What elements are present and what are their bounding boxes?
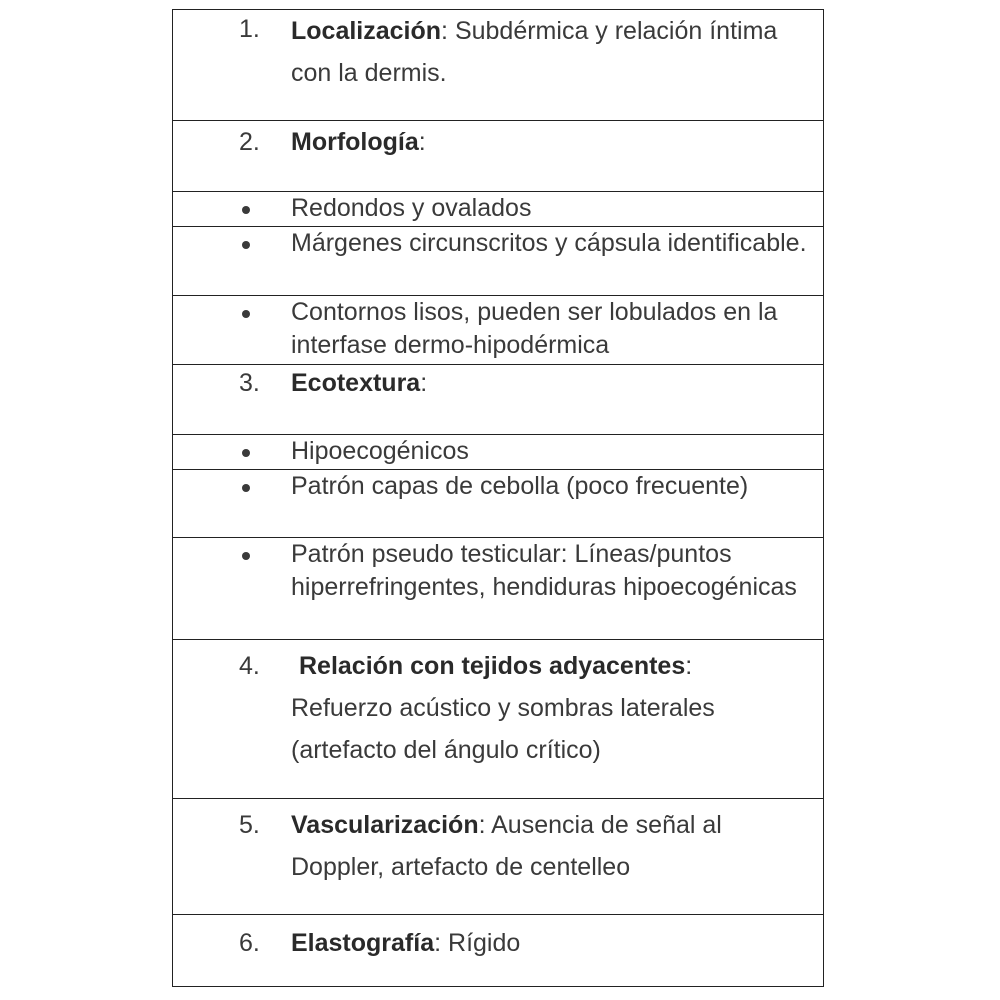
row-title: Relación con tejidos adyacentes (299, 652, 686, 680)
row-body: Ausencia de señal al Doppler, artefacto de centelleo (291, 811, 722, 881)
row-text: Redondos y ovalados (291, 194, 532, 222)
list-number: 2. (239, 128, 260, 156)
table-row (173, 10, 823, 121)
row-text (291, 121, 813, 163)
row-text: Márgenes circunscritos y cápsula identificable. (291, 229, 807, 257)
row-title: Vascularización (291, 811, 479, 839)
table-row (173, 227, 823, 296)
table-row (173, 640, 823, 799)
row-text (291, 10, 813, 94)
list-number: 4. (239, 652, 260, 680)
row-title: Elastografía (291, 929, 435, 957)
row-title: Morfología (291, 128, 419, 156)
row-text: Patrón pseudo testicular: Líneas/puntos hiperrefringentes, hendiduras hipoecogénicas (291, 540, 797, 601)
table-row (173, 538, 823, 640)
bullet-icon (242, 206, 250, 214)
row-title: Localización (291, 17, 442, 45)
table-row (173, 435, 823, 470)
bullet-icon (242, 241, 250, 249)
list-number: 1. (239, 15, 260, 43)
bullet-icon (242, 552, 250, 560)
list-number: 6. (239, 929, 260, 957)
row-body: Refuerzo acústico y sombras laterales (artefacto del ángulo crítico) (291, 694, 715, 764)
row-text: Hipoecogénicos (291, 437, 469, 465)
table-row (173, 192, 823, 227)
row-separator: : (420, 369, 428, 397)
table-row (173, 799, 823, 915)
bullet-icon (242, 484, 250, 492)
row-text (291, 645, 813, 771)
list-number: 5. (239, 811, 260, 839)
table-row (173, 470, 823, 538)
row-text: Contornos lisos, pueden ser lobulados en la interfase dermo-hipodérmica (291, 298, 778, 359)
row-separator: : (418, 128, 426, 156)
criteria-table (172, 9, 824, 987)
row-separator: : (478, 811, 486, 839)
row-separator: : (441, 17, 448, 45)
row-body: Rígido (441, 929, 521, 957)
bullet-icon (242, 449, 250, 457)
row-text (291, 804, 813, 888)
row-text (291, 367, 813, 400)
list-number: 3. (239, 369, 260, 397)
row-text (291, 922, 813, 964)
table-row (173, 365, 823, 435)
row-title: Ecotextura (291, 369, 421, 397)
row-separator: : (685, 652, 693, 680)
table-row (173, 121, 823, 192)
row-text: Patrón capas de cebolla (poco frecuente) (291, 472, 749, 500)
table-row (173, 915, 823, 985)
table-row (173, 296, 823, 365)
row-body: Subdérmica y relación íntima con la dermis. (291, 17, 778, 87)
bullet-icon (242, 310, 250, 318)
row-separator: : (434, 929, 442, 957)
